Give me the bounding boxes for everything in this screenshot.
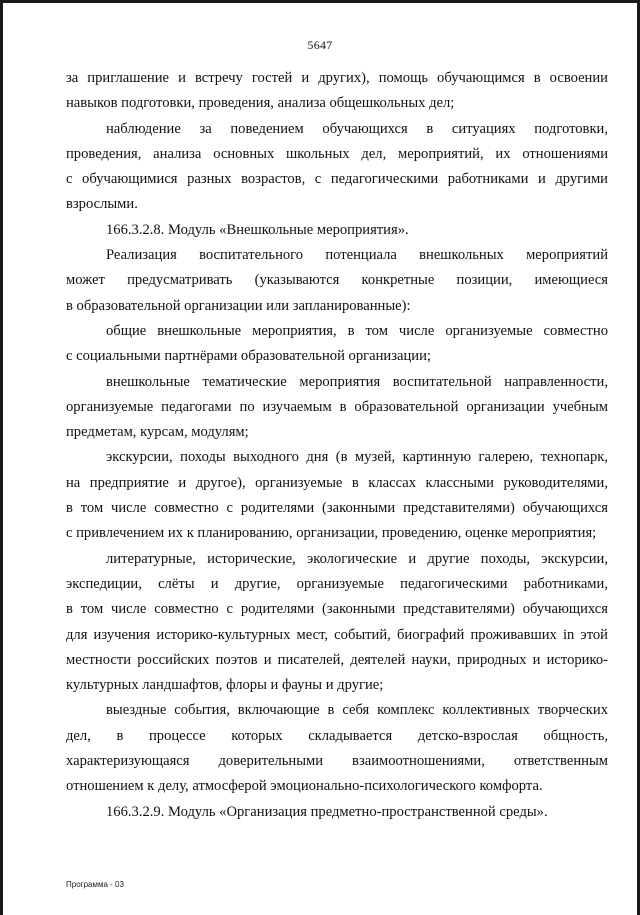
section-heading: 166.3.2.8. Модуль «Внешкольные мероприятия».: [106, 221, 409, 238]
text-line: для изучения историко-культурных мест, событий, биографий проживавших in этой: [66, 626, 608, 643]
text-line: общие внешкольные мероприятия, в том числе организуемые совместно: [106, 322, 608, 339]
text-line: дел, в процессе которых складывается детско-взрослая общность,: [66, 727, 608, 744]
scan-border-left: [0, 0, 3, 915]
text-line: местности российских поэтов и писателей, деятелей науки, природных и историко-: [66, 651, 608, 668]
text-line: с социальными партнёрами образовательной организации;: [66, 348, 431, 365]
text-line: внешкольные тематические мероприятия воспитательной направленности,: [106, 373, 608, 390]
text-line: с обучающимися разных возрастов, с педагогическими работниками и другими: [66, 171, 608, 188]
text-line: организуемые педагогами по изучаемым в образовательной организации учебным: [66, 398, 608, 415]
text-line: навыков подготовки, проведения, анализа общешкольных дел;: [66, 95, 455, 112]
text-line: взрослыми.: [66, 196, 138, 213]
text-line: литературные, исторические, экологические и другие походы, экскурсии,: [106, 550, 608, 567]
text-line: культурных ландшафтов, флоры и фауны и другие;: [66, 677, 384, 694]
text-line: предметам, курсам, модулям;: [66, 424, 249, 441]
text-line: может предусматривать (указываются конкретные позиции, имеющиеся: [66, 272, 608, 289]
text-line: в том числе совместно с родителями (законными представителями) обучающихся: [66, 500, 608, 517]
text-line: наблюдение за поведением обучающихся в ситуациях подготовки,: [106, 120, 608, 137]
text-line: в образовательной организации или запланированные):: [66, 297, 411, 314]
text-line: выездные события, включающие в себя комплекс коллективных творческих: [106, 702, 608, 719]
footer-label: Программа - 03: [66, 880, 124, 889]
body-text: [66, 66, 608, 825]
text-line: отношением к делу, атмосферой эмоционально-психологического комфорта.: [66, 778, 543, 795]
page-number: 5647: [307, 38, 333, 52]
text-line: проведения, анализа основных школьных дел, мероприятий, их отношениями: [66, 145, 608, 162]
scan-border-top: [0, 0, 640, 3]
text-line: на предприятие и другое), организуемые в классах классными руководителями,: [66, 474, 608, 491]
text-line: за приглашение и встречу гостей и других), помощь обучающимся в освоении: [66, 70, 608, 86]
text-line: с привлечением их к планированию, организации, проведению, оценке мероприятия;: [66, 525, 597, 542]
section-heading: 166.3.2.9. Модуль «Организация предметно-пространственной среды».: [106, 803, 548, 820]
text-line: Реализация воспитательного потенциала внешкольных мероприятий: [106, 247, 608, 264]
text-line: характеризующаяся доверительными взаимоотношениями, ответственным: [66, 753, 608, 770]
text-line: экспедиции, слёты и другие, организуемые педагогическими работниками,: [66, 575, 608, 592]
text-line: экскурсии, походы выходного дня (в музей, картинную галерею, технопарк,: [106, 449, 608, 466]
text-line: в том числе совместно с родителями (законными представителями) обучающихся: [66, 601, 608, 618]
